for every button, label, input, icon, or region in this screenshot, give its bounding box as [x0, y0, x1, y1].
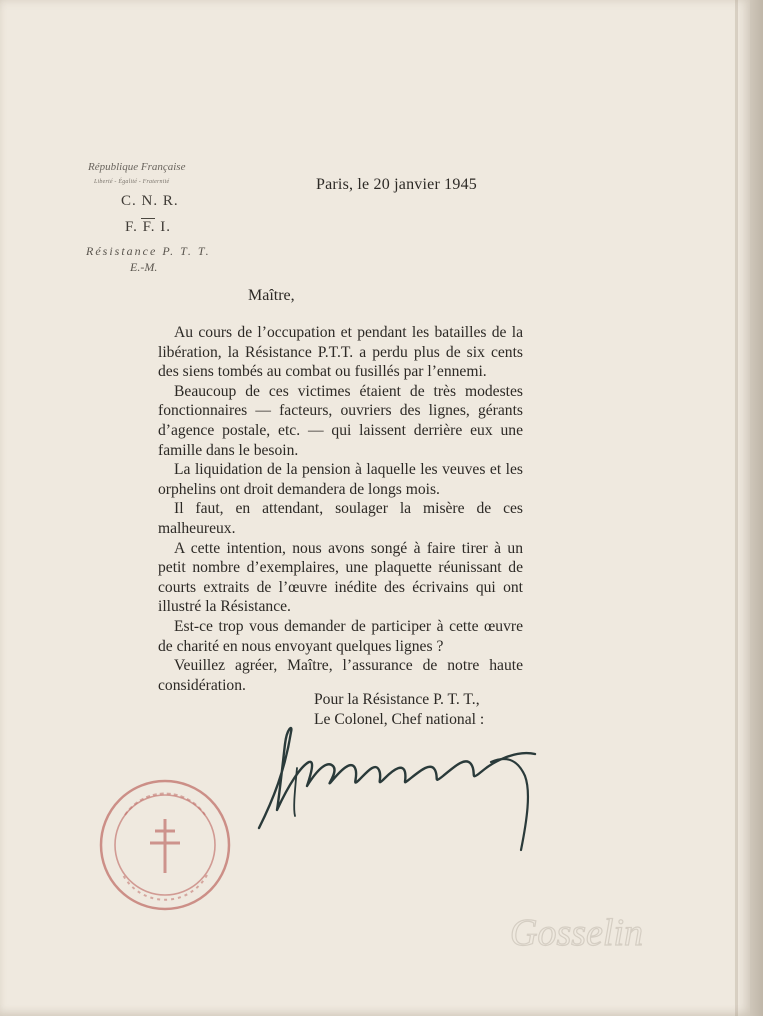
letterhead-em: E.-M. [130, 260, 158, 274]
closing-line-1: Pour la Résistance P. T. T., [314, 691, 480, 708]
letter-body [158, 323, 523, 695]
page-crease [735, 0, 738, 1016]
letterhead-resistance-ptt: Résistance P. T. T. [86, 244, 211, 258]
paragraph-6: Est-ce trop vous demander de participer à cette œuvre de charité en nous envoyant quelques lignes ? [158, 617, 523, 655]
paragraph-4: Il faut, en attendant, soulager la misère de ces malheureux. [158, 500, 523, 537]
letterhead-republic: République Française [88, 161, 186, 173]
paragraph-7: Veuillez agréer, Maître, l’assurance de notre haute considération. [158, 657, 523, 694]
paragraph-3: La liquidation de la pension à laquelle les veuves et les orphelins ont droit demandera de longs mois. [158, 461, 523, 498]
paragraph-2: Beaucoup de ces victimes étaient de très modestes fonctionnaires — facteurs, ouvriers des lignes, gérants d’agence postale, etc. — qui laissent derrière eux une famille dans le besoin. [158, 382, 523, 459]
cross-of-lorraine-icon [150, 819, 180, 873]
salutation: Maître, [248, 287, 295, 304]
letterhead-ffi: F. F. I. [125, 219, 172, 235]
letterhead-cnr: C. N. R. [121, 193, 179, 209]
red-ink-stamp [95, 775, 235, 915]
letterhead-devise: Liberté - Égalité - Fraternité [94, 179, 170, 185]
date-line: Paris, le 20 janvier 1945 [316, 176, 477, 193]
paragraph-1: Au cours de l’occupation et pendant les batailles de la libération, la Résistance P.T.T. a perdu plus de six cents des siens tombés au combat ou fusillés par l’ennemi. [158, 324, 523, 381]
paragraph-5: A cette intention, nous avons songé à faire tirer à un petit nombre d’exemplaires, une plaquette réunissant de courts extraits de l’œuvre inédite des écrivains qui ont illustré la Résistance. [158, 539, 523, 616]
svg-text:Gosselin: Gosselin [510, 912, 643, 954]
handwritten-signature [255, 710, 555, 860]
gosselin-watermark [500, 905, 700, 985]
page-edge [750, 0, 763, 1016]
closing-line-2: Le Colonel, Chef national : [314, 711, 485, 728]
